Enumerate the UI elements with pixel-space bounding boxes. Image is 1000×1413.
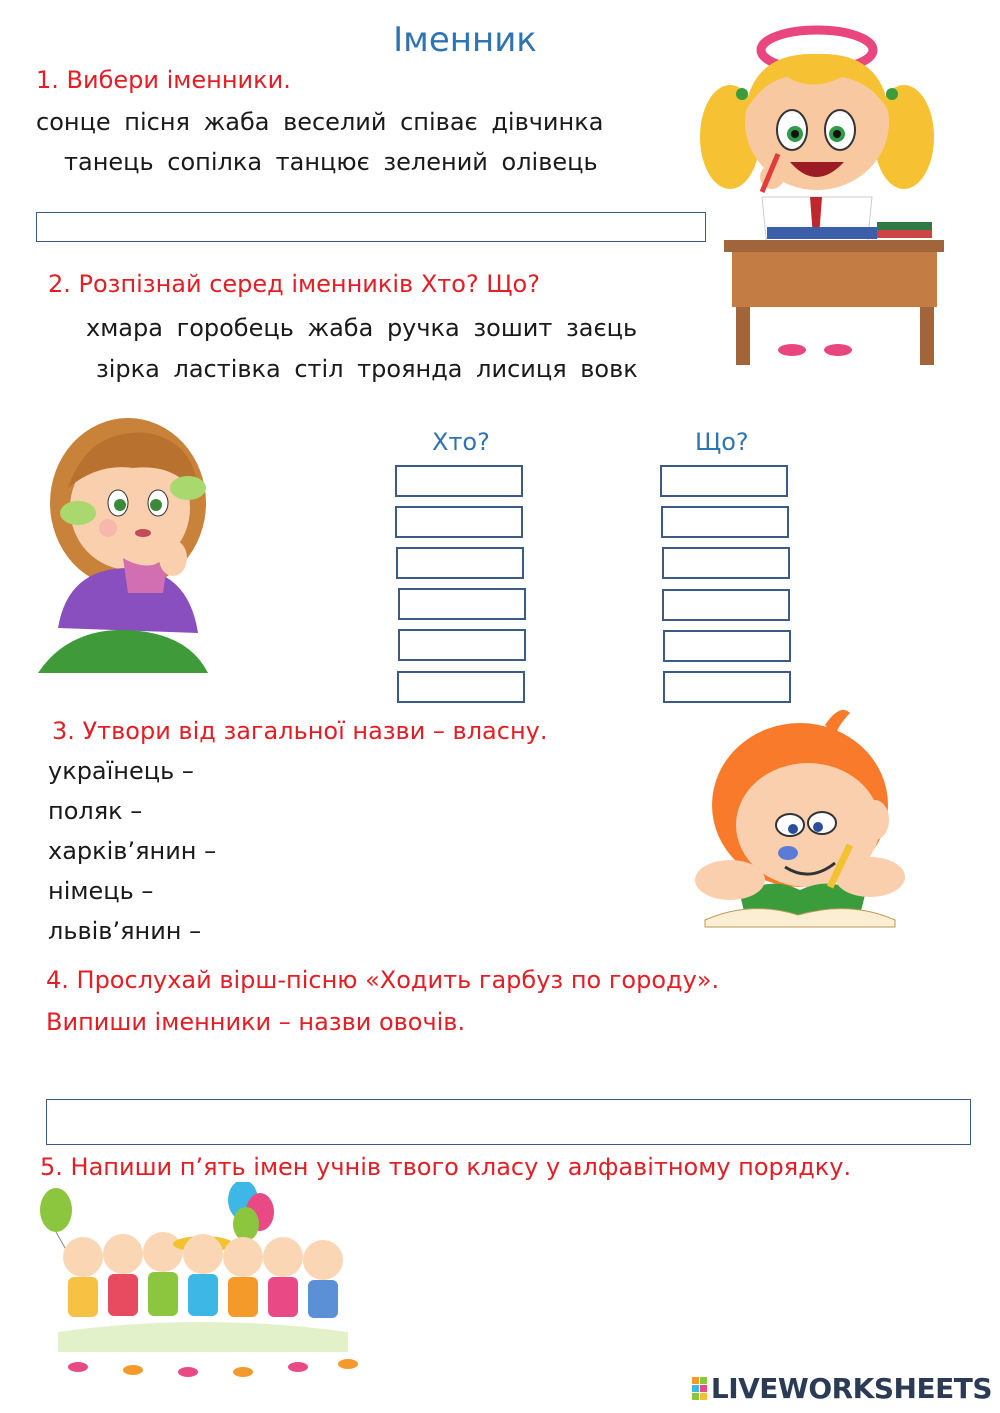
task3-item: українець –: [48, 757, 194, 785]
what-answer-6[interactable]: [663, 671, 791, 703]
what-answer-1[interactable]: [660, 465, 788, 497]
what-answer-3[interactable]: [662, 547, 790, 579]
task2-words-line2: зірка ластівка стіл троянда лисиця вовк: [96, 355, 638, 383]
who-answer-2[interactable]: [395, 506, 523, 538]
writing-boy-illustration: [690, 705, 910, 930]
task3-item: німець –: [48, 877, 154, 905]
what-answer-5[interactable]: [663, 630, 791, 662]
who-answer-6[interactable]: [397, 671, 525, 703]
liveworksheets-logo-text: LIVEWORKSHEETS: [710, 1372, 992, 1405]
task3-item: харків’янин –: [48, 837, 217, 865]
task5-heading: 5. Напиши п’ять імен учнів твого класу у алфавітному порядку.: [40, 1153, 852, 1181]
who-answer-5[interactable]: [398, 629, 526, 661]
girl-at-desk-illustration: [692, 22, 947, 367]
task1-answer-field[interactable]: [36, 212, 706, 242]
what-answer-2[interactable]: [661, 506, 789, 538]
who-answer-1[interactable]: [395, 465, 523, 497]
who-answer-3[interactable]: [396, 547, 524, 579]
task2-words-line1: хмара горобець жаба ручка зошит заєць: [86, 314, 638, 342]
task4-line1: 4. Прослухай вірш-пісню «Ходить гарбуз по городу».: [46, 966, 720, 994]
task4-line2: Випиши іменники – назви овочів.: [46, 1008, 466, 1036]
task1-words-line2: танець сопілка танцює зелений олівець: [64, 148, 598, 176]
task3-item: поляк –: [48, 797, 143, 825]
task3-item: львів’янин –: [48, 917, 202, 945]
task1-heading: 1. Вибери іменники.: [36, 66, 291, 94]
who-answer-4[interactable]: [398, 588, 526, 620]
what-answer-4[interactable]: [662, 589, 790, 621]
liveworksheets-logo: [692, 1372, 992, 1405]
page-title: Іменник: [393, 20, 537, 60]
task3-heading: 3. Утвори від загальної назви – власну.: [52, 717, 548, 745]
thinking-girl-illustration: [38, 408, 218, 678]
liveworksheets-logo-icon: [692, 1377, 707, 1400]
task1-words-line1: сонце пісня жаба веселий співає дівчинка: [36, 108, 604, 136]
task2-heading: 2. Розпізнай серед іменників Хто? Що?: [48, 270, 540, 298]
who-column-heading: Хто?: [432, 428, 490, 456]
task4-answer-field[interactable]: [46, 1099, 971, 1145]
what-column-heading: Що?: [695, 428, 749, 456]
children-with-balloons-illustration: [38, 1182, 368, 1387]
